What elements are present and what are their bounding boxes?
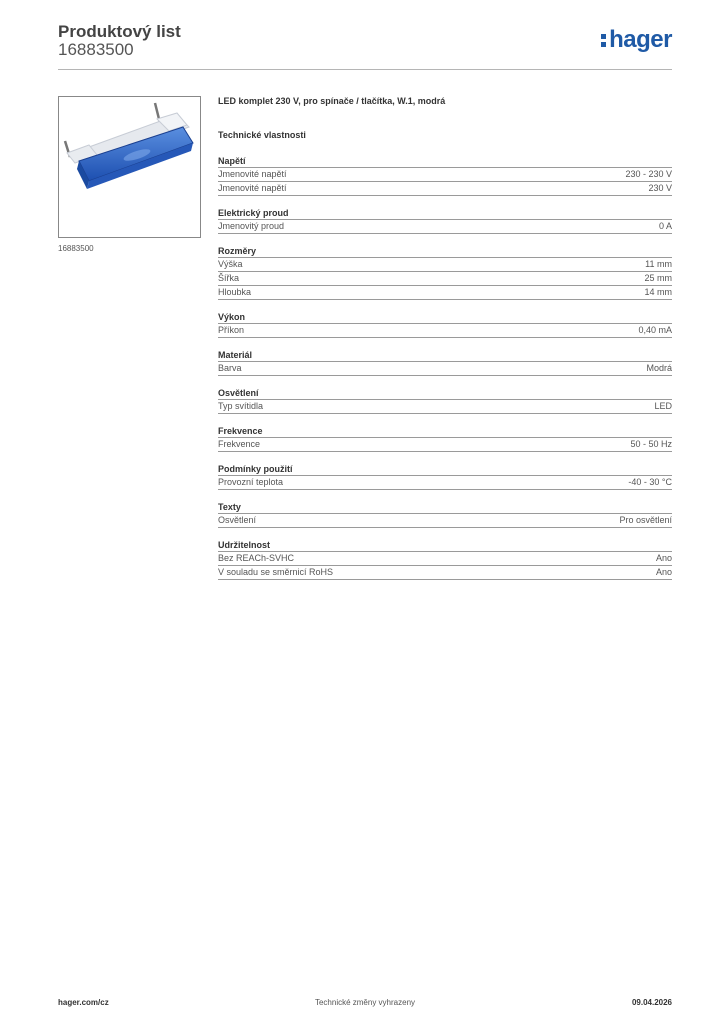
property-row (218, 362, 672, 376)
property-label: Frekvence (218, 439, 261, 449)
property-label: Výška (218, 259, 243, 269)
product-title: LED komplet 230 V, pro spínače / tlačítka, W.1, modrá (218, 96, 446, 106)
property-value: 0,40 mA (638, 325, 672, 335)
property-row (218, 400, 672, 414)
footer-notice: Technické změny vyhrazeny (314, 998, 416, 1007)
property-label: Jmenovité napětí (218, 183, 287, 193)
property-group (218, 311, 672, 338)
product-number: 16883500 (58, 40, 134, 59)
property-row (218, 286, 672, 300)
property-group (218, 155, 672, 196)
property-value: -40 - 30 °C (628, 477, 672, 487)
page-header (58, 20, 672, 70)
property-row (218, 168, 672, 182)
property-label: Osvětlení (218, 515, 257, 525)
property-row (218, 324, 672, 338)
logo-mark-icon (601, 34, 606, 47)
group-title: Napětí (218, 155, 672, 168)
property-label: Šířka (218, 273, 240, 283)
group-title: Rozměry (218, 245, 672, 258)
property-group (218, 539, 672, 580)
property-row (218, 476, 672, 490)
property-value: Modrá (646, 363, 672, 373)
property-row (218, 272, 672, 286)
property-row (218, 566, 672, 580)
property-value: Ano (655, 567, 672, 577)
product-image (58, 96, 201, 238)
property-group (218, 425, 672, 452)
property-group (218, 387, 672, 414)
properties-table (218, 155, 672, 591)
property-label: Bez REACh-SVHC (218, 553, 295, 563)
property-value: 14 mm (644, 287, 672, 297)
property-row (218, 220, 672, 234)
property-row (218, 258, 672, 272)
property-value: LED (654, 401, 672, 411)
property-group (218, 245, 672, 300)
property-value: 25 mm (644, 273, 672, 283)
logo-text: hager (609, 26, 672, 53)
property-label: Příkon (218, 325, 245, 335)
footer-website: hager.com/cz (58, 998, 109, 1007)
property-group (218, 501, 672, 528)
property-label: Barva (218, 363, 242, 373)
group-title: Osvětlení (218, 387, 672, 400)
image-caption: 16883500 (58, 244, 94, 253)
group-title: Výkon (218, 311, 672, 324)
property-label: Jmenovitý proud (218, 221, 285, 231)
property-row (218, 438, 672, 452)
hager-logo (601, 28, 672, 52)
group-title: Texty (218, 501, 672, 514)
property-value: Ano (655, 553, 672, 563)
property-row (218, 514, 672, 528)
property-row (218, 182, 672, 196)
property-value: 11 mm (645, 259, 672, 269)
property-label: Jmenovité napětí (218, 169, 287, 179)
property-value: Pro osvětlení (619, 515, 672, 525)
property-value: 50 - 50 Hz (630, 439, 672, 449)
group-title: Podmínky použití (218, 463, 672, 476)
group-title: Frekvence (218, 425, 672, 438)
property-group (218, 349, 672, 376)
section-heading: Technické vlastnosti (218, 130, 306, 140)
group-title: Elektrický proud (218, 207, 672, 220)
led-module-image (59, 97, 200, 237)
property-value: 230 V (648, 183, 672, 193)
group-title: Udržitelnost (218, 539, 672, 552)
group-title: Materiál (218, 349, 672, 362)
property-label: Provozní teplota (218, 477, 284, 487)
property-label: V souladu se směrnicí RoHS (218, 567, 334, 577)
property-row (218, 552, 672, 566)
property-value: 0 A (658, 221, 672, 231)
property-label: Typ svítidla (218, 401, 264, 411)
page-title: Produktový list (58, 22, 181, 41)
footer-date: 09.04.2026 (631, 998, 672, 1007)
property-label: Hloubka (218, 287, 252, 297)
property-value: 230 - 230 V (625, 169, 672, 179)
property-group (218, 463, 672, 490)
property-group (218, 207, 672, 234)
